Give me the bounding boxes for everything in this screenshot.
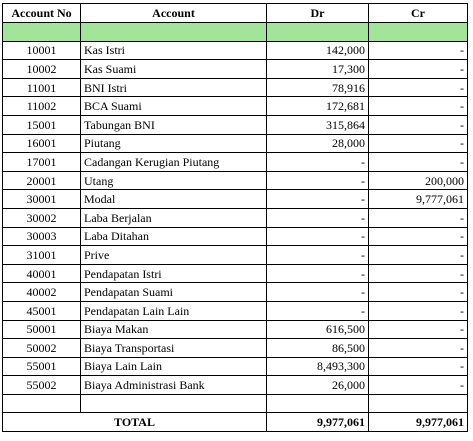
account-name-cell: BCA Suami <box>81 97 267 116</box>
cr-cell: - <box>369 246 468 265</box>
dr-cell: - <box>267 301 369 320</box>
table-row <box>3 320 468 339</box>
account-name-cell: Biaya Transportasi <box>81 339 267 358</box>
dr-cell: 86,500 <box>267 339 369 358</box>
dr-cell: 172,681 <box>267 97 369 116</box>
dr-cell: 315,864 <box>267 115 369 134</box>
header-row <box>3 4 468 23</box>
dr-cell: 78,916 <box>267 78 369 97</box>
table-row <box>3 301 468 320</box>
account-name-cell: BNI Istri <box>81 78 267 97</box>
cr-cell: - <box>369 60 468 79</box>
blank-cell <box>81 394 267 413</box>
account-no-cell: 30001 <box>3 190 81 209</box>
blank-row <box>3 394 468 413</box>
account-name-cell: Laba Ditahan <box>81 227 267 246</box>
table-row <box>3 134 468 153</box>
table-row <box>3 41 468 60</box>
account-no-cell: 40001 <box>3 264 81 283</box>
dr-cell: 142,000 <box>267 41 369 60</box>
blank-cell <box>3 394 81 413</box>
header-cr: Cr <box>369 4 468 23</box>
table-row <box>3 357 468 376</box>
cr-cell: - <box>369 264 468 283</box>
dr-cell: - <box>267 171 369 190</box>
cr-cell: - <box>369 115 468 134</box>
total-cr: 9,977,061 <box>369 413 468 432</box>
dr-cell: - <box>267 208 369 227</box>
account-name-cell: Cadangan Kerugian Piutang <box>81 153 267 172</box>
account-name-cell: Biaya Lain Lain <box>81 357 267 376</box>
band-cell <box>369 23 468 42</box>
account-no-cell: 10001 <box>3 41 81 60</box>
band-cell <box>267 23 369 42</box>
cr-cell: - <box>369 78 468 97</box>
green-band-row <box>3 23 468 42</box>
account-no-cell: 10002 <box>3 60 81 79</box>
account-name-cell: Kas Suami <box>81 60 267 79</box>
header-account: Account <box>81 4 267 23</box>
dr-cell: - <box>267 283 369 302</box>
account-no-cell: 55001 <box>3 357 81 376</box>
table-row <box>3 60 468 79</box>
account-no-cell: 30002 <box>3 208 81 227</box>
account-no-cell: 55002 <box>3 376 81 395</box>
table-row <box>3 208 468 227</box>
cr-cell: - <box>369 376 468 395</box>
table-row <box>3 339 468 358</box>
cr-cell: - <box>369 97 468 116</box>
table-row <box>3 376 468 395</box>
table-row <box>3 227 468 246</box>
total-label: TOTAL <box>3 413 267 432</box>
cr-cell: - <box>369 339 468 358</box>
account-name-cell: Tabungan BNI <box>81 115 267 134</box>
table-row <box>3 246 468 265</box>
dr-cell: 28,000 <box>267 134 369 153</box>
cr-cell: - <box>369 41 468 60</box>
account-name-cell: Utang <box>81 171 267 190</box>
total-row <box>3 413 468 432</box>
dr-cell: - <box>267 153 369 172</box>
account-name-cell: Pendapatan Lain Lain <box>81 301 267 320</box>
account-no-cell: 31001 <box>3 246 81 265</box>
account-no-cell: 40002 <box>3 283 81 302</box>
account-name-cell: Biaya Makan <box>81 320 267 339</box>
cr-cell: - <box>369 227 468 246</box>
cr-cell: 9,777,061 <box>369 190 468 209</box>
account-no-cell: 45001 <box>3 301 81 320</box>
cr-cell: - <box>369 134 468 153</box>
account-no-cell: 30003 <box>3 227 81 246</box>
account-no-cell: 50002 <box>3 339 81 358</box>
table-row <box>3 190 468 209</box>
account-no-cell: 15001 <box>3 115 81 134</box>
dr-cell: - <box>267 264 369 283</box>
band-cell <box>81 23 267 42</box>
table-row <box>3 78 468 97</box>
cr-cell: - <box>369 320 468 339</box>
account-no-cell: 17001 <box>3 153 81 172</box>
table-row <box>3 264 468 283</box>
account-name-cell: Piutang <box>81 134 267 153</box>
table-row <box>3 97 468 116</box>
table-row <box>3 115 468 134</box>
total-dr: 9,977,061 <box>267 413 369 432</box>
dr-cell: 26,000 <box>267 376 369 395</box>
header-dr: Dr <box>267 4 369 23</box>
cr-cell: - <box>369 357 468 376</box>
account-no-cell: 50001 <box>3 320 81 339</box>
table-row <box>3 171 468 190</box>
cr-cell: 200,000 <box>369 171 468 190</box>
blank-cell <box>369 394 468 413</box>
trial-balance-table <box>2 3 468 432</box>
account-no-cell: 11002 <box>3 97 81 116</box>
dr-cell: - <box>267 246 369 265</box>
account-name-cell: Laba Berjalan <box>81 208 267 227</box>
account-name-cell: Biaya Administrasi Bank <box>81 376 267 395</box>
band-cell <box>3 23 81 42</box>
cr-cell: - <box>369 153 468 172</box>
account-name-cell: Pendapatan Istri <box>81 264 267 283</box>
cr-cell: - <box>369 208 468 227</box>
blank-cell <box>267 394 369 413</box>
dr-cell: 8,493,300 <box>267 357 369 376</box>
dr-cell: - <box>267 227 369 246</box>
account-name-cell: Prive <box>81 246 267 265</box>
dr-cell: - <box>267 190 369 209</box>
account-no-cell: 20001 <box>3 171 81 190</box>
account-name-cell: Modal <box>81 190 267 209</box>
dr-cell: 616,500 <box>267 320 369 339</box>
cr-cell: - <box>369 301 468 320</box>
account-no-cell: 16001 <box>3 134 81 153</box>
table-row <box>3 283 468 302</box>
account-no-cell: 11001 <box>3 78 81 97</box>
table-row <box>3 153 468 172</box>
dr-cell: 17,300 <box>267 60 369 79</box>
account-name-cell: Pendapatan Suami <box>81 283 267 302</box>
cr-cell: - <box>369 283 468 302</box>
header-account-no: Account No <box>3 4 81 23</box>
account-name-cell: Kas Istri <box>81 41 267 60</box>
